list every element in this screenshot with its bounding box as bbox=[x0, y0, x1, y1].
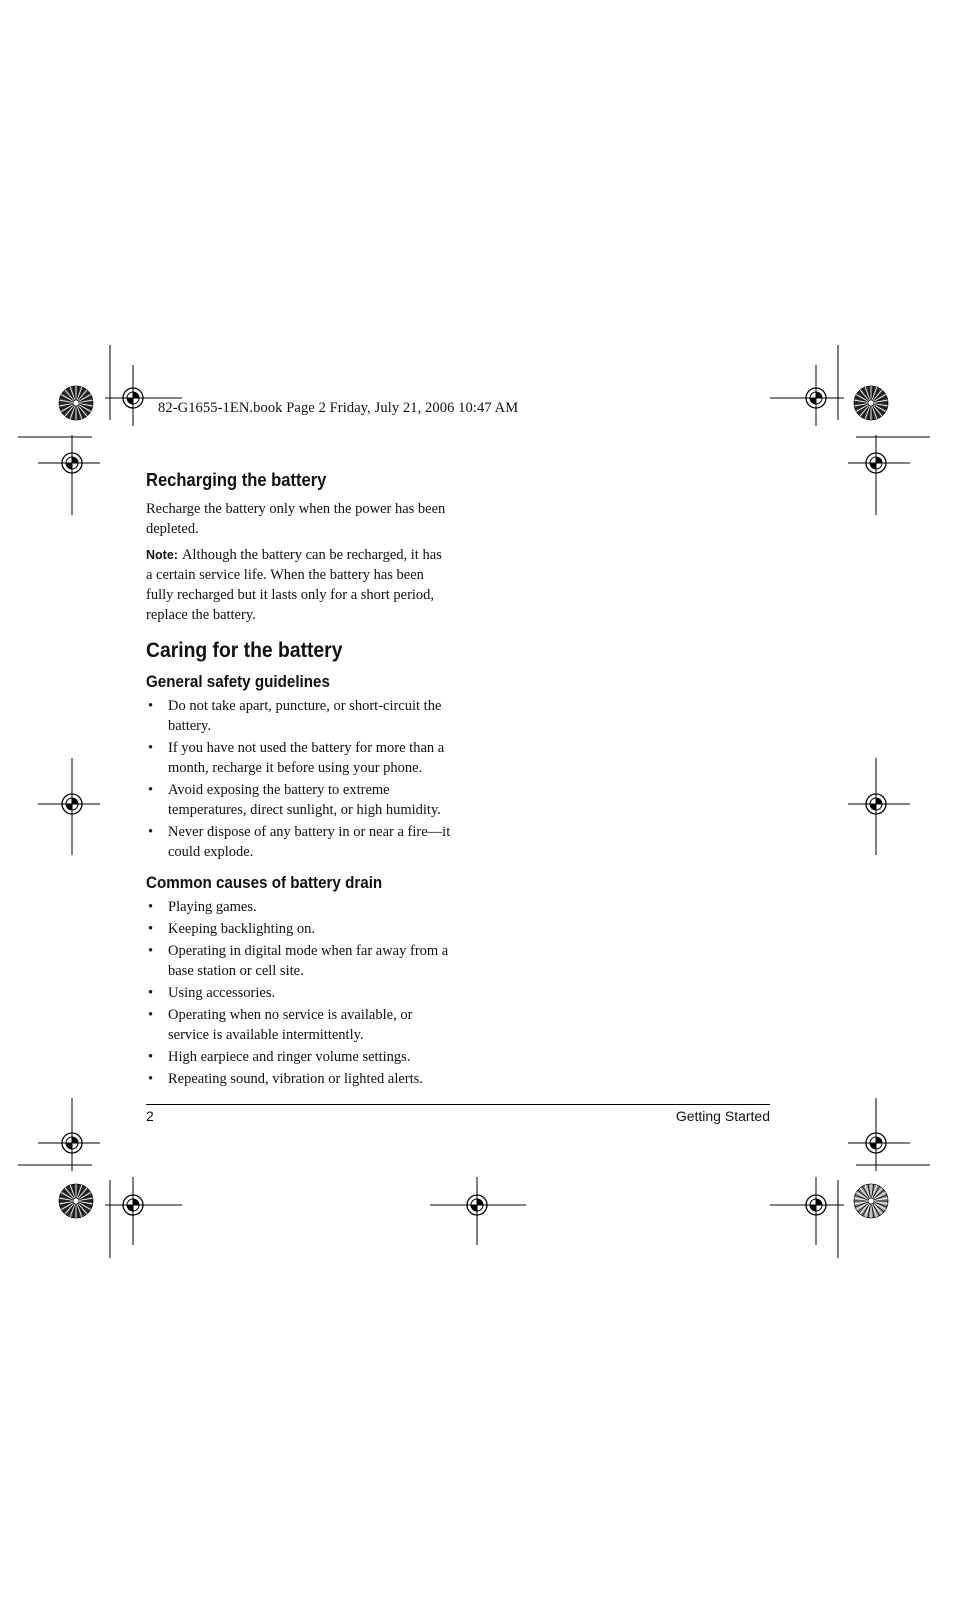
color-star-target-icon bbox=[59, 386, 93, 420]
list-item: • Avoid exposing the battery to extreme temperatures, direct sunlight, or high humidity. bbox=[148, 782, 441, 818]
heading-recharging: Recharging the battery bbox=[146, 470, 327, 490]
bullet-icon: • bbox=[148, 1007, 154, 1023]
recharging-note bbox=[146, 545, 451, 625]
footer-rule bbox=[146, 1104, 770, 1105]
bullet-icon: • bbox=[148, 1071, 154, 1087]
list-item: • High earpiece and ringer volume settings. bbox=[148, 1049, 411, 1065]
color-star-target-icon bbox=[854, 386, 888, 420]
bullet-icon: • bbox=[148, 899, 154, 915]
bullet-icon: • bbox=[148, 698, 154, 714]
page-number: 2 bbox=[146, 1108, 154, 1124]
note-label: Note: bbox=[146, 548, 178, 562]
heading-caring: Caring for the battery bbox=[146, 639, 343, 662]
list-item: • Using accessories. bbox=[148, 985, 276, 1001]
bullet-icon: • bbox=[148, 943, 154, 959]
book-slug-line: 82-G1655-1EN.book Page 2 Friday, July 21, 2006 10:47 AM bbox=[158, 400, 519, 416]
footer-section-name: Getting Started bbox=[675, 1108, 770, 1124]
list-item: • Keeping backlighting on. bbox=[148, 921, 315, 937]
recharging-paragraph: Recharge the battery only when the power has been depleted. bbox=[146, 501, 446, 537]
safety-list bbox=[146, 696, 451, 862]
page-content bbox=[146, 470, 451, 1097]
bullet-icon: • bbox=[148, 782, 154, 798]
bullet-icon: • bbox=[148, 985, 154, 1001]
heading-safety-guidelines: General safety guidelines bbox=[146, 673, 330, 691]
color-star-target-icon bbox=[59, 1184, 93, 1218]
heading-battery-drain: Common causes of battery drain bbox=[146, 874, 383, 892]
list-item: • Repeating sound, vibration or lighted alerts. bbox=[148, 1071, 423, 1087]
color-star-target-icon bbox=[854, 1184, 888, 1218]
list-item: • If you have not used the battery for more than a month, recharge it before using your phone. bbox=[148, 740, 445, 776]
list-item: • Playing games. bbox=[148, 899, 257, 915]
list-item: • Do not take apart, puncture, or short-circuit the battery. bbox=[148, 698, 442, 734]
drain-list bbox=[146, 897, 451, 1089]
bullet-icon: • bbox=[148, 824, 154, 840]
bullet-icon: • bbox=[148, 740, 154, 756]
list-item: • Operating when no service is available, or service is available intermittently. bbox=[148, 1007, 413, 1043]
bullet-icon: • bbox=[148, 1049, 154, 1065]
list-item: • Never dispose of any battery in or near a fire—it could explode. bbox=[148, 824, 451, 860]
list-item: • Operating in digital mode when far away from a base station or cell site. bbox=[148, 943, 449, 979]
bullet-icon: • bbox=[148, 921, 154, 937]
note-text: Although the battery can be recharged, it has a certain service life. When the battery has been fully recharged but it lasts only for a short period, replace the battery. bbox=[146, 547, 442, 623]
